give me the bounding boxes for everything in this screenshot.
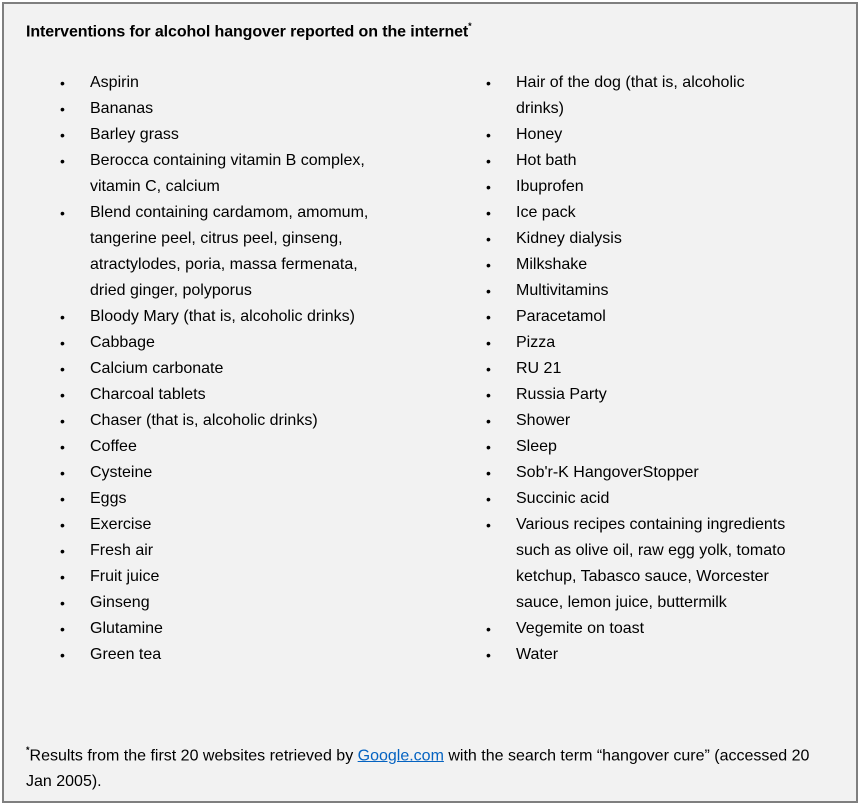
bullet-icon: •: [486, 517, 491, 533]
bullet-icon: •: [60, 101, 65, 117]
footnote-text-before: Results from the first 20 websites retrieved by: [29, 747, 358, 765]
list-item-text: Ice pack: [516, 204, 576, 221]
bullet-icon: •: [486, 491, 491, 507]
list-item: [60, 460, 370, 486]
list-item-text: Ibuprofen: [516, 178, 584, 195]
list-item: [60, 616, 370, 642]
list-item: [60, 382, 370, 408]
list-item: [60, 122, 370, 148]
list-item: [60, 200, 370, 304]
list-item-text: Aspirin: [90, 74, 139, 91]
list-item-text: Shower: [516, 412, 571, 429]
bullet-icon: •: [60, 413, 65, 429]
bullet-icon: •: [486, 335, 491, 351]
list-item-text: Charcoal tablets: [90, 386, 206, 403]
footnote: [26, 738, 816, 795]
list-item-text: Cysteine: [90, 464, 153, 481]
list-item-text: Multivitamins: [516, 282, 609, 299]
list-item: [60, 642, 370, 668]
list-item: [60, 512, 370, 538]
list-item: [486, 642, 786, 668]
bullet-icon: •: [60, 75, 65, 91]
list-item: [60, 590, 370, 616]
list-item: [486, 226, 786, 252]
bullet-icon: •: [486, 179, 491, 195]
bullet-icon: •: [60, 127, 65, 143]
list-item: [486, 70, 786, 122]
bullet-icon: •: [60, 517, 65, 533]
list-item-text: Chaser (that is, alcoholic drinks): [90, 412, 318, 429]
list-item-text: Glutamine: [90, 620, 163, 637]
list-item-text: Paracetamol: [516, 308, 606, 325]
bullet-icon: •: [60, 621, 65, 637]
list-item-text: Sob'r-K HangoverStopper: [516, 464, 699, 481]
bullet-icon: •: [60, 387, 65, 403]
bullet-icon: •: [60, 543, 65, 559]
title-footnote-marker: *: [468, 21, 472, 31]
bullet-icon: •: [486, 361, 491, 377]
list-item-text: Milkshake: [516, 256, 588, 273]
bullet-icon: •: [486, 257, 491, 273]
left-column-list: [60, 70, 370, 668]
bullet-icon: •: [486, 205, 491, 221]
bullet-icon: •: [60, 205, 65, 221]
list-item-text: Honey: [516, 126, 563, 143]
list-item-text: Green tea: [90, 646, 162, 663]
list-item: [60, 356, 370, 382]
bullet-icon: •: [486, 75, 491, 91]
bullet-icon: •: [486, 283, 491, 299]
title-text: Interventions for alcohol hangover reported on the internet: [26, 23, 469, 41]
list-item: [486, 330, 786, 356]
list-item: [486, 252, 786, 278]
list-item: [60, 96, 370, 122]
list-item-text: Fruit juice: [90, 568, 160, 585]
list-item: [486, 304, 786, 330]
bullet-icon: •: [60, 491, 65, 507]
list-item: [486, 122, 786, 148]
bullet-icon: •: [486, 127, 491, 143]
right-column-list: [486, 70, 786, 668]
list-item-text: Cabbage: [90, 334, 155, 351]
bullet-icon: •: [486, 153, 491, 169]
bullet-icon: •: [60, 465, 65, 481]
bullet-icon: •: [60, 361, 65, 377]
list-item-text: Various recipes containing ingredients such as olive oil, raw egg yolk, tomato ketchup, Tabasco sauce, Worcester sauce, lemon juice, buttermilk: [516, 516, 786, 611]
google-link[interactable]: Google.com: [357, 747, 444, 765]
list-item-text: Blend containing cardamom, amomum, tangerine peel, citrus peel, ginseng, atractylodes, poria, massa fermenata, dried ginger, polyporus: [90, 204, 369, 299]
list-item-text: Hot bath: [516, 152, 577, 169]
hangover-interventions-box: [2, 2, 858, 803]
list-item: [60, 538, 370, 564]
list-item-text: Russia Party: [516, 386, 607, 403]
list-item-text: Ginseng: [90, 594, 150, 611]
list-item: [60, 434, 370, 460]
footnote-text-after: with the search term “hangover cure” (accessed 20 Jan 2005).: [26, 747, 810, 791]
list-item-text: Berocca containing vitamin B complex, vitamin C, calcium: [90, 152, 365, 195]
list-item: [486, 460, 786, 486]
list-item: [486, 356, 786, 382]
bullet-icon: •: [60, 569, 65, 585]
list-item: [60, 330, 370, 356]
list-item-text: Hair of the dog (that is, alcoholic drinks): [516, 74, 745, 117]
list-item-text: Eggs: [90, 490, 127, 507]
list-item: [486, 148, 786, 174]
list-item-text: Kidney dialysis: [516, 230, 622, 247]
bullet-icon: •: [486, 231, 491, 247]
list-item-text: RU 21: [516, 360, 562, 377]
list-item-text: Calcium carbonate: [90, 360, 224, 377]
list-item: [60, 148, 370, 200]
list-item: [486, 200, 786, 226]
list-item-text: Succinic acid: [516, 490, 610, 507]
bullet-icon: •: [60, 153, 65, 169]
bullet-icon: •: [486, 309, 491, 325]
list-item: [486, 278, 786, 304]
bullet-icon: •: [60, 595, 65, 611]
bullet-icon: •: [486, 465, 491, 481]
bullet-icon: •: [486, 621, 491, 637]
list-item: [60, 408, 370, 434]
list-item-text: Water: [516, 646, 559, 663]
bullet-icon: •: [60, 647, 65, 663]
list-item-text: Barley grass: [90, 126, 179, 143]
footnote-marker: *: [26, 745, 30, 755]
bullet-icon: •: [60, 309, 65, 325]
bullet-icon: •: [486, 387, 491, 403]
bullet-icon: •: [486, 647, 491, 663]
box-title: [26, 22, 472, 41]
list-item-text: Exercise: [90, 516, 152, 533]
list-item-text: Sleep: [516, 438, 557, 455]
list-item-text: Coffee: [90, 438, 137, 455]
bullet-icon: •: [60, 439, 65, 455]
list-item-text: Bananas: [90, 100, 154, 117]
list-item-text: Vegemite on toast: [516, 620, 645, 637]
list-item: [486, 174, 786, 200]
bullet-icon: •: [486, 439, 491, 455]
list-item-text: Pizza: [516, 334, 556, 351]
list-item-text: Fresh air: [90, 542, 154, 559]
list-item: [486, 408, 786, 434]
list-item-text: Bloody Mary (that is, alcoholic drinks): [90, 308, 355, 325]
bullet-icon: •: [486, 413, 491, 429]
list-item: [60, 304, 370, 330]
list-item: [486, 382, 786, 408]
list-item: [486, 512, 786, 616]
list-item: [486, 616, 786, 642]
list-item: [60, 486, 370, 512]
list-item: [60, 70, 370, 96]
list-item: [60, 564, 370, 590]
bullet-icon: •: [60, 335, 65, 351]
list-item: [486, 486, 786, 512]
list-item: [486, 434, 786, 460]
